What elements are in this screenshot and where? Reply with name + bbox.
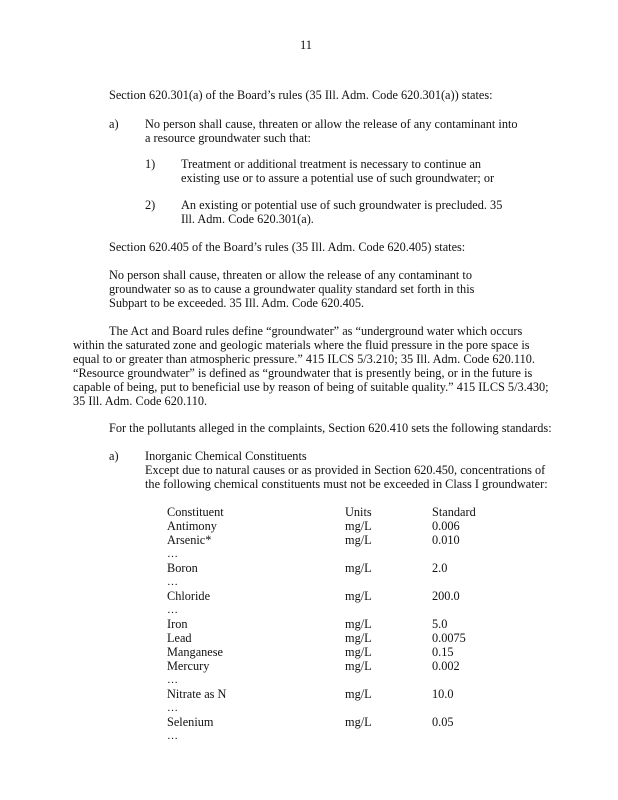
table-header-row — [167, 505, 527, 519]
table-row — [167, 631, 527, 645]
definition-line: capable of being, put to beneficial use by reason of being of suitable quality.” 415 ILCS 5/3.430; — [73, 380, 549, 394]
constituent-cell: Selenium — [167, 715, 214, 729]
units-cell: mg/L — [345, 715, 372, 729]
section-line: the following chemical constituents must not be exceeded in Class I groundwater: — [145, 477, 548, 491]
standard-cell: 0.006 — [432, 519, 460, 533]
constituent-cell: Manganese — [167, 645, 223, 659]
units-cell: mg/L — [345, 617, 372, 631]
table-ellipsis: … — [167, 702, 178, 714]
constituent-cell: Arsenic* — [167, 533, 212, 547]
table-row — [167, 715, 527, 729]
standard-cell: 200.0 — [432, 589, 460, 603]
units-cell: mg/L — [345, 687, 372, 701]
paragraph-620-301-intro: Section 620.301(a) of the Board’s rules (35 Ill. Adm. Code 620.301(a)) states: — [109, 88, 493, 102]
quote-item-number: 2) — [145, 198, 156, 212]
standard-cell: 0.002 — [432, 659, 460, 673]
table-ellipsis: … — [167, 674, 178, 686]
quote-line: No person shall cause, threaten or allow the release of any contaminant to — [109, 268, 472, 282]
constituent-cell: Mercury — [167, 659, 210, 673]
quote-line: a resource groundwater such that: — [145, 131, 311, 145]
table-row — [167, 617, 527, 631]
table-row — [167, 645, 527, 659]
quote-line: groundwater so as to cause a groundwater quality standard set forth in this — [109, 282, 475, 296]
quote-item-number: 1) — [145, 157, 156, 171]
constituent-cell: Chloride — [167, 589, 211, 603]
units-cell: mg/L — [345, 561, 372, 575]
section-title: Inorganic Chemical Constituents — [145, 449, 307, 463]
definition-line: 35 Ill. Adm. Code 620.110. — [73, 394, 208, 408]
definition-line: within the saturated zone and geologic materials where the fluid pressure in the pore space is — [73, 338, 530, 352]
quote-item-line: Treatment or additional treatment is necessary to continue an — [181, 157, 482, 171]
units-cell: mg/L — [345, 645, 372, 659]
standard-cell: 0.05 — [432, 715, 454, 729]
standard-cell: 0.0075 — [432, 631, 466, 645]
units-cell: mg/L — [345, 519, 372, 533]
table-row — [167, 589, 527, 603]
quote-line: No person shall cause, threaten or allow the release of any contaminant into — [145, 117, 518, 131]
units-cell: mg/L — [345, 533, 372, 547]
constituent-cell: Iron — [167, 617, 188, 631]
definition-line: The Act and Board rules define “groundwater” as “underground water which occurs — [109, 324, 523, 338]
paragraph-620-405-intro: Section 620.405 of the Board’s rules (35 Ill. Adm. Code 620.405) states: — [109, 240, 466, 254]
standard-cell: 2.0 — [432, 561, 448, 575]
table-ellipsis: … — [167, 604, 178, 616]
table-row — [167, 659, 527, 673]
table-ellipsis: … — [167, 730, 178, 742]
column-header-units: Units — [345, 505, 372, 519]
constituent-cell: Lead — [167, 631, 192, 645]
column-header-constituent: Constituent — [167, 505, 224, 519]
units-cell: mg/L — [345, 631, 372, 645]
table-row — [167, 533, 527, 547]
quote-marker-a: a) — [109, 117, 119, 131]
page-number: 11 — [300, 38, 313, 52]
table-row — [167, 687, 527, 701]
quote-item-line: existing use or to assure a potential use of such groundwater; or — [181, 171, 495, 185]
constituent-cell: Antimony — [167, 519, 217, 533]
definition-line: equal to or greater than atmospheric pressure.” 415 ILCS 5/3.210; 35 Ill. Adm. Code 620.110. — [73, 352, 535, 366]
section-line: Except due to natural causes or as provided in Section 620.450, concentrations of — [145, 463, 546, 477]
table-row — [167, 519, 527, 533]
units-cell: mg/L — [345, 589, 372, 603]
table-row — [167, 561, 527, 575]
section-marker-a: a) — [109, 449, 119, 463]
table-ellipsis: … — [167, 576, 178, 588]
standard-cell: 10.0 — [432, 687, 454, 701]
units-cell: mg/L — [345, 659, 372, 673]
column-header-standard: Standard — [432, 505, 476, 519]
standard-cell: 5.0 — [432, 617, 448, 631]
standard-cell: 0.010 — [432, 533, 460, 547]
quote-line: Subpart to be exceeded. 35 Ill. Adm. Code 620.405. — [109, 296, 365, 310]
paragraph-620-410-intro: For the pollutants alleged in the complaints, Section 620.410 sets the following standards: — [109, 421, 552, 435]
definition-line: “Resource groundwater” is defined as “groundwater that is presently being, or in the future is — [73, 366, 533, 380]
table-ellipsis: … — [167, 548, 178, 560]
constituent-cell: Nitrate as N — [167, 687, 227, 701]
quote-item-line: An existing or potential use of such groundwater is precluded. 35 — [181, 198, 503, 212]
standard-cell: 0.15 — [432, 645, 454, 659]
constituent-cell: Boron — [167, 561, 198, 575]
quote-item-line: Ill. Adm. Code 620.301(a). — [181, 212, 314, 226]
